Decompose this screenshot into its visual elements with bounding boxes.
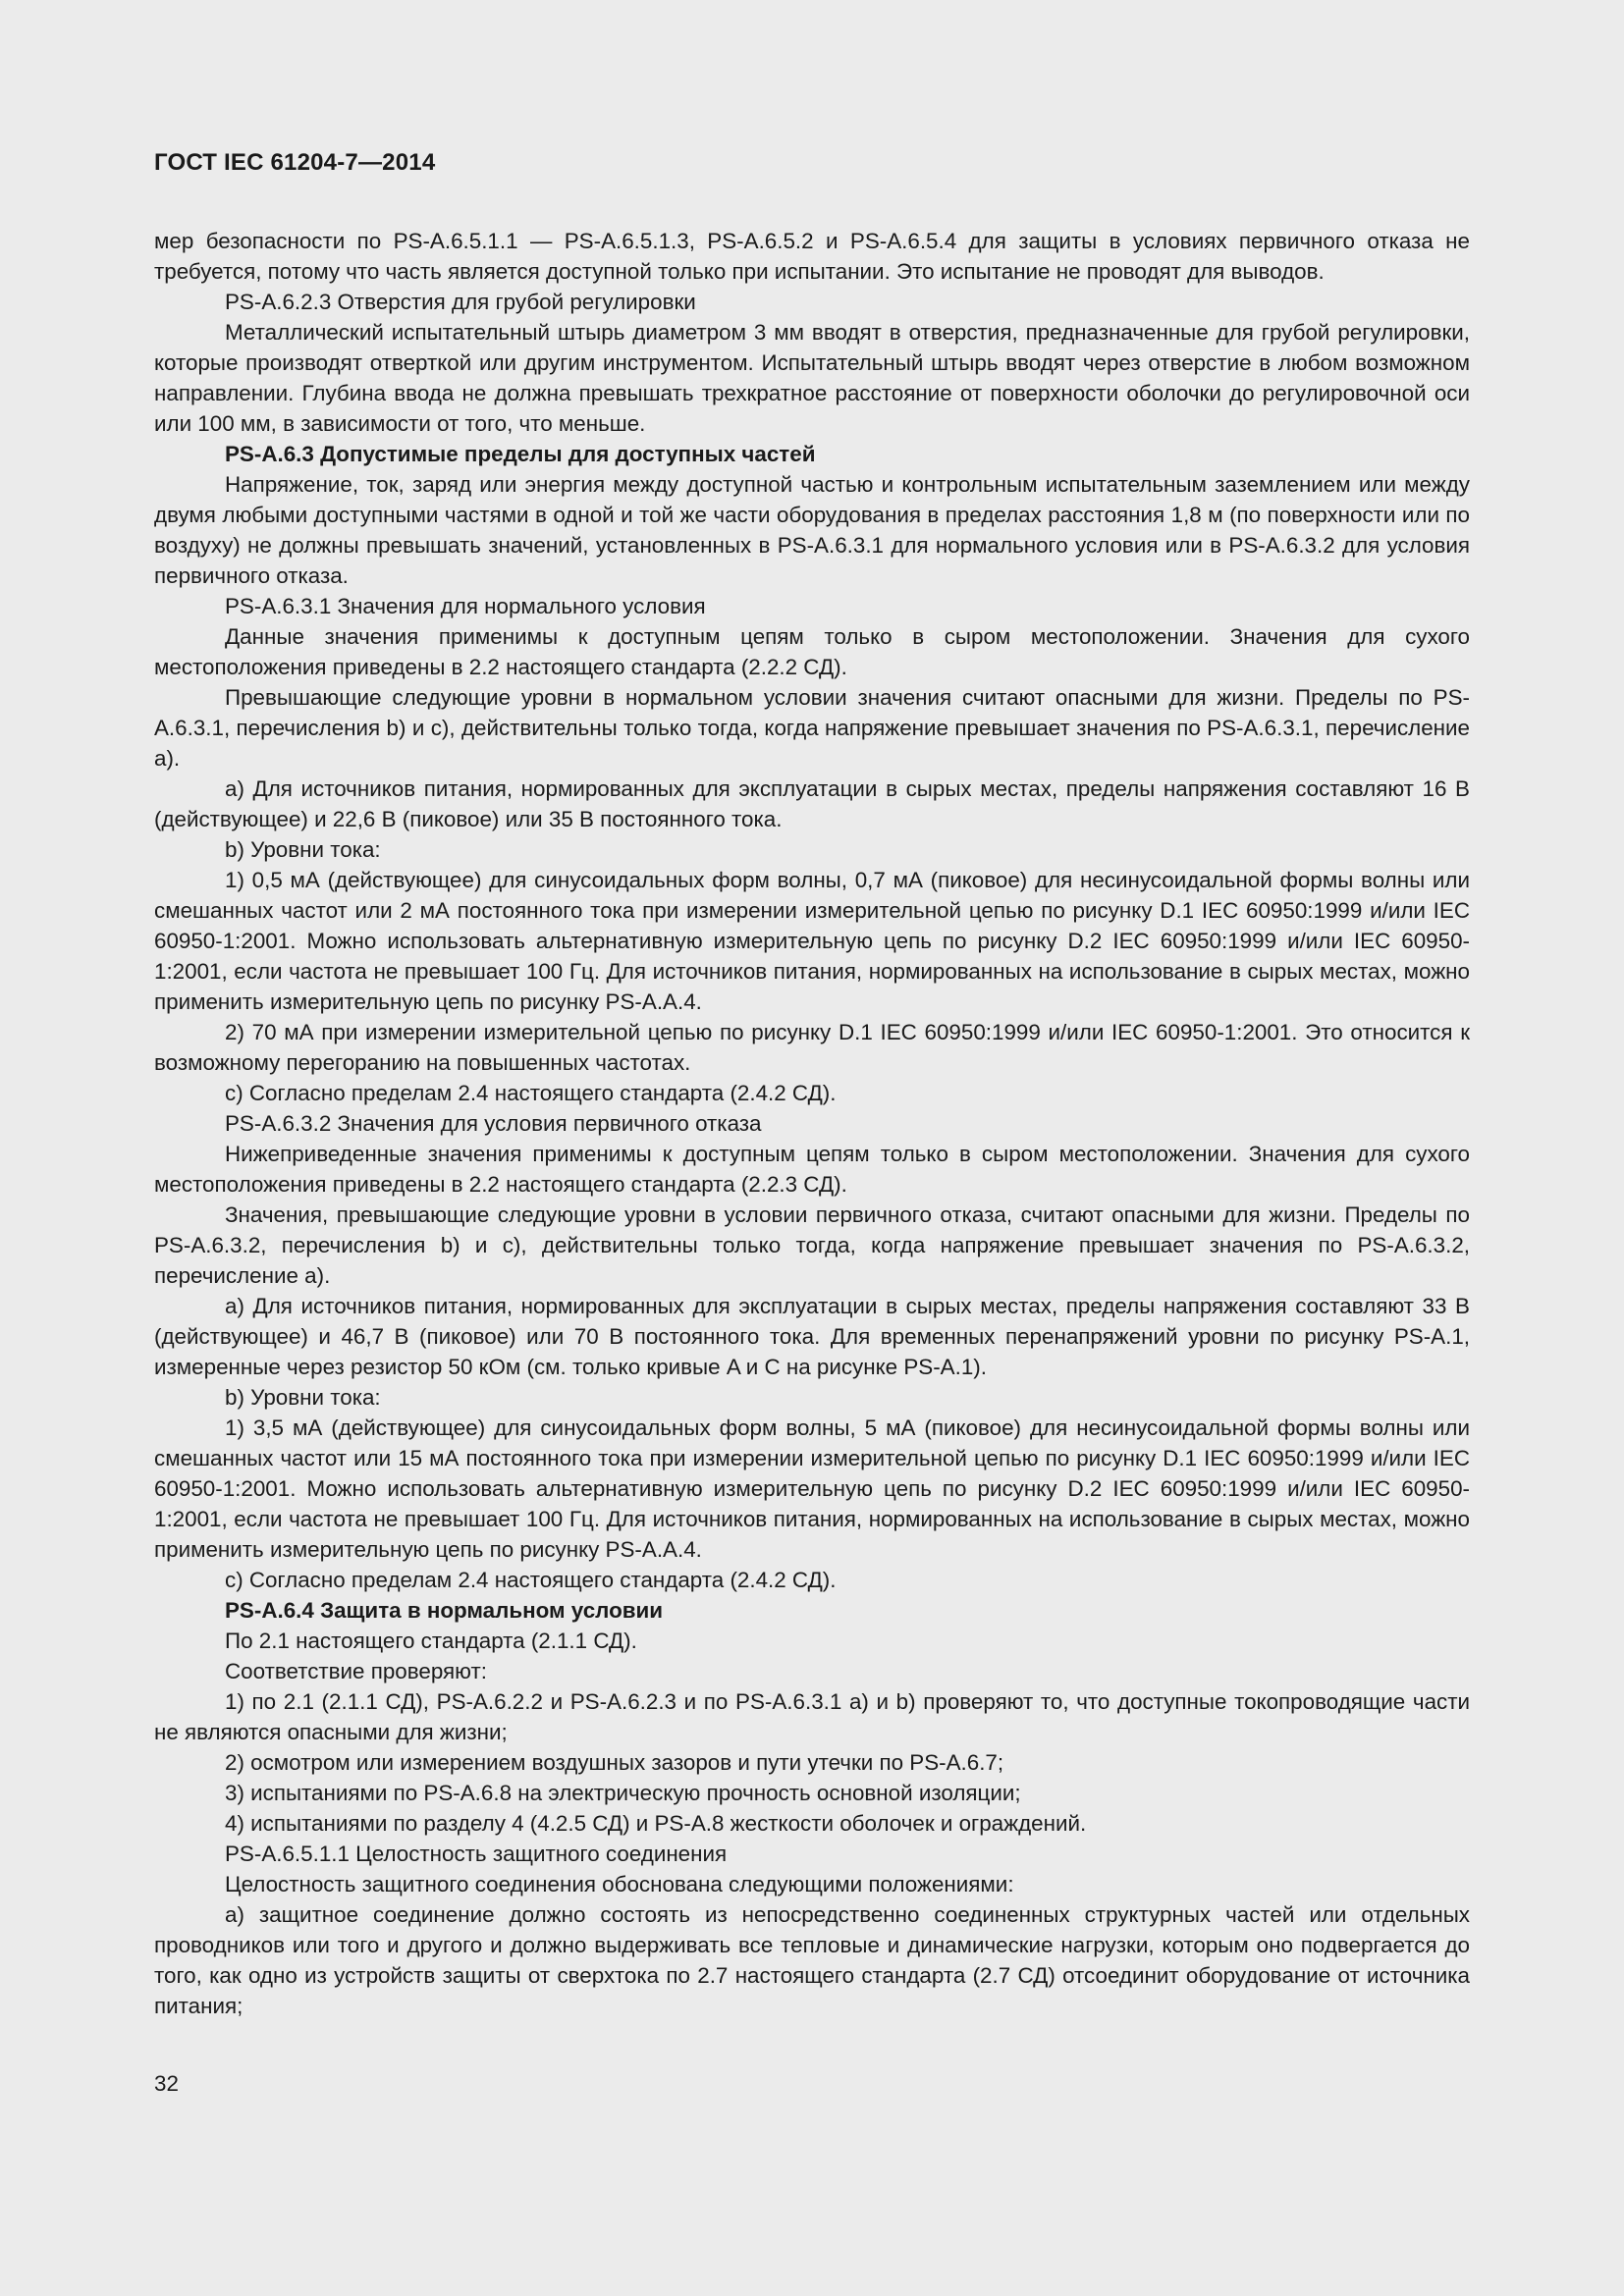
paragraph: Значения, превышающие следующие уровни в условии первичного отказа, считают опасными для жизни. Пределы по PS-A.6.3.2, перечисления b) и c), действительны только тогда, когда напряжение превышает значения по PS-A.6.3.2, перечисление a). — [154, 1202, 1470, 1288]
paragraph: c) Согласно пределам 2.4 настоящего стандарта (2.4.2 СД). — [225, 1568, 837, 1592]
document-body — [154, 226, 1470, 2021]
paragraph: PS-A.6.3.1 Значения для нормального условия — [225, 594, 706, 618]
paragraph: 1) по 2.1 (2.1.1 СД), PS-A.6.2.2 и PS-A.6.2.3 и по PS-A.6.3.1 a) и b) проверяют то, что доступные токопроводящие части не являются опасными для жизни; — [154, 1689, 1470, 1744]
paragraph: Напряжение, ток, заряд или энергия между доступной частью и контрольным испытательным заземлением или между двумя любыми доступными частями в одной и той же части оборудования в пределах расстояния 1,8 м (по поверхности или по воздуху) не должны превышать значений, установленных в PS-A.6.3.1 для нормального условия или в PS-A.6.3.2 для условия первичного отказа. — [154, 472, 1470, 588]
page-number: 32 — [154, 2071, 179, 2096]
paragraph: Соответствие проверяют: — [225, 1659, 487, 1683]
paragraph: По 2.1 настоящего стандарта (2.1.1 СД). — [225, 1629, 637, 1653]
paragraph: Превышающие следующие уровни в нормальном условии значения считают опасными для жизни. Пределы по PS-A.6.3.1, перечисления b) и c), действительны только тогда, когда напряжение превышает значения по PS-A.6.3.1, перечисление a). — [154, 685, 1470, 771]
paragraph: PS-A.6.2.3 Отверстия для грубой регулировки — [225, 290, 696, 314]
paragraph: Данные значения применимы к доступным цепям только в сыром местоположении. Значения для сухого местоположения приведены в 2.2 настоящего стандарта (2.2.2 СД). — [154, 624, 1470, 679]
paragraph: b) Уровни тока: — [225, 837, 381, 862]
paragraph: a) Для источников питания, нормированных для эксплуатации в сырых местах, пределы напряжения составляют 16 В (действующее) и 22,6 В (пиковое) или 35 В постоянного тока. — [154, 776, 1470, 831]
paragraph: PS-A.6.3.2 Значения для условия первичного отказа — [225, 1111, 762, 1136]
paragraph: 3) испытаниями по PS-A.6.8 на электрическую прочность основной изоляции; — [225, 1781, 1021, 1805]
section-heading: PS-A.6.4 Защита в нормальном условии — [225, 1598, 664, 1623]
paragraph: Нижеприведенные значения применимы к доступным цепям только в сыром местоположении. Значения для сухого местоположения приведены в 2.2 настоящего стандарта (2.2.3 СД). — [154, 1142, 1470, 1197]
paragraph: 1) 0,5 мА (действующее) для синусоидальных форм волны, 0,7 мА (пиковое) для несинусоидальной формы волны или смешанных частот или 2 мА постоянного тока при измерении измерительной цепью по рисунку D.1 IEC 60950:1999 и/или IEC 60950-1:2001. Можно использовать альтернативную измерительную цепь по рисунку D.2 IEC 60950:1999 и/или IEC 60950-1:2001, если частота не превышает 100 Гц. Для источников питания, нормированных на использование в сырых местах, можно применить измерительную цепь по рисунку PS-A.A.4. — [154, 868, 1470, 1014]
paragraph: a) Для источников питания, нормированных для эксплуатации в сырых местах, пределы напряжения составляют 33 В (действующее) и 46,7 В (пиковое) или 70 В постоянного тока. Для временных перенапряжений уровни по рисунку PS-A.1, измеренные через резистор 50 кОм (см. только кривые A и C на рисунке PS-A.1). — [154, 1294, 1470, 1379]
paragraph: c) Согласно пределам 2.4 настоящего стандарта (2.4.2 СД). — [225, 1081, 837, 1105]
document-header: ГОСТ IEC 61204-7—2014 — [154, 149, 436, 176]
paragraph: 4) испытаниями по разделу 4 (4.2.5 СД) и PS-A.8 жесткости оболочек и ограждений. — [225, 1811, 1087, 1836]
section-heading: PS-A.6.3 Допустимые пределы для доступных частей — [225, 442, 816, 466]
paragraph: 1) 3,5 мА (действующее) для синусоидальных форм волны, 5 мА (пиковое) для несинусоидальной формы волны или смешанных частот или 15 мА постоянного тока при измерении измерительной цепью по рисунку D.1 IEC 60950:1999 и/или IEC 60950-1:2001. Можно использовать альтернативную измерительную цепь по рисунку D.2 IEC 60950:1999 и/или IEC 60950-1:2001, если частота не превышает 100 Гц. Для источников питания, нормированных на использование в сырых местах, можно применить измерительную цепь по рисунку PS-A.A.4. — [154, 1415, 1470, 1562]
paragraph: Целостность защитного соединения обоснована следующими положениями: — [225, 1872, 1014, 1896]
paragraph: 2) 70 мА при измерении измерительной цепью по рисунку D.1 IEC 60950:1999 и/или IEC 60950-1:2001. Это относится к возможному перегоранию на повышенных частотах. — [154, 1020, 1470, 1075]
paragraph: b) Уровни тока: — [225, 1385, 381, 1410]
paragraph: 2) осмотром или измерением воздушных зазоров и пути утечки по PS-A.6.7; — [225, 1750, 1004, 1775]
paragraph: PS-A.6.5.1.1 Целостность защитного соединения — [225, 1842, 728, 1866]
paragraph: Металлический испытательный штырь диаметром 3 мм вводят в отверстия, предназначенные для грубой регулировки, которые производят отверткой или другим инструментом. Испытательный штырь вводят через отверстие в любом возможном направлении. Глубина ввода не должна превышать трехкратное расстояние от поверхности оболочки до регулировочной оси или 100 мм, в зависимости от того, что меньше. — [154, 320, 1470, 436]
paragraph: мер безопасности по PS-A.6.5.1.1 — PS-A.6.5.1.3, PS-A.6.5.2 и PS-A.6.5.4 для защиты в условиях первичного отказа не требуется, потому что часть является доступной только при испытании. Это испытание не проводят для выводов. — [154, 229, 1470, 284]
paragraph: a) защитное соединение должно состоять из непосредственно соединенных структурных частей или отдельных проводников или того и другого и должно выдерживать все тепловые и динамические нагрузки, которым оно подвергается до того, как одно из устройств защиты от сверхтока по 2.7 настоящего стандарта (2.7 СД) отсоединит оборудование от источника питания; — [154, 1902, 1470, 2018]
